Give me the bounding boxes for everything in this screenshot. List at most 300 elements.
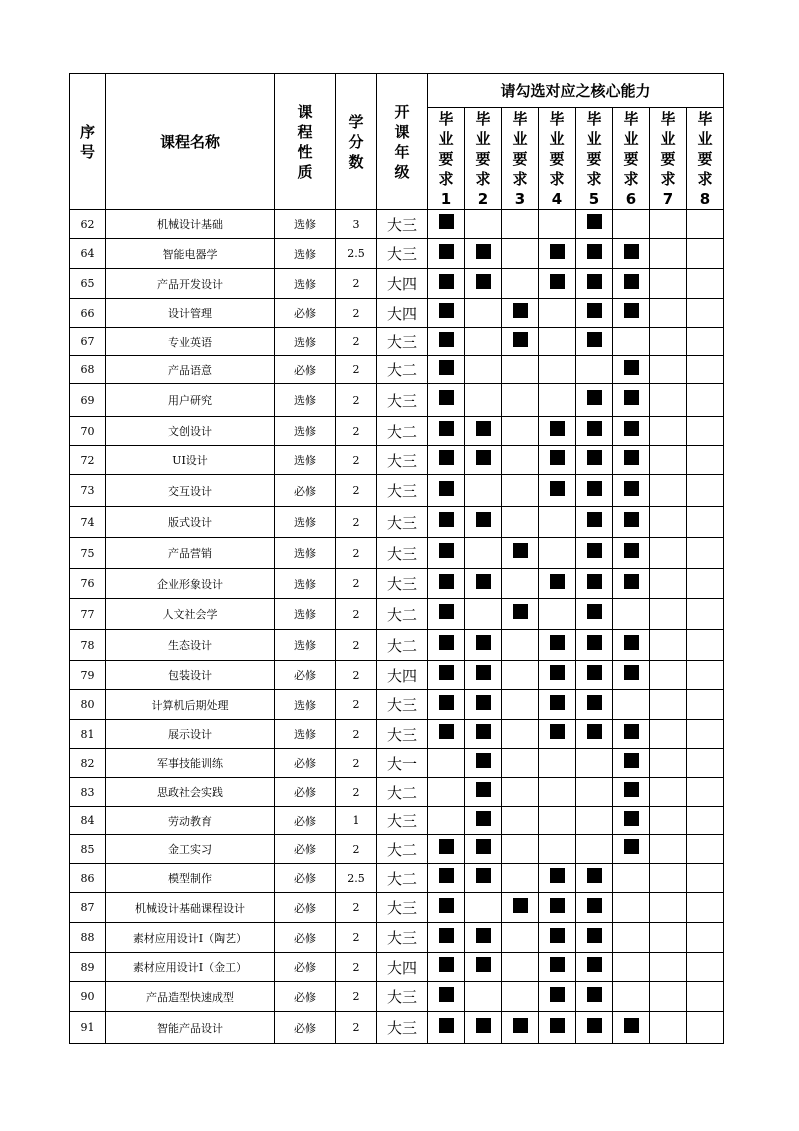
nature-cell: 必修 bbox=[275, 953, 336, 982]
requirement-1-cell bbox=[428, 661, 465, 690]
checked-square-icon bbox=[587, 635, 602, 650]
checked-square-icon bbox=[439, 695, 454, 710]
requirement-6-cell bbox=[613, 630, 650, 661]
seq-cell: 79 bbox=[70, 661, 106, 690]
header-char: 毕 bbox=[660, 109, 676, 128]
grade-cell: 大二 bbox=[377, 356, 428, 384]
credits-cell: 2 bbox=[336, 569, 377, 599]
requirement-8-cell bbox=[687, 299, 724, 328]
requirement-3-cell bbox=[502, 864, 539, 893]
table-row bbox=[70, 749, 724, 778]
checked-square-icon bbox=[587, 574, 602, 589]
checked-square-icon bbox=[624, 421, 639, 436]
nature-cell: 选修 bbox=[275, 210, 336, 239]
requirement-2-cell bbox=[465, 328, 502, 356]
requirement-5-cell bbox=[576, 864, 613, 893]
checked-square-icon bbox=[550, 868, 565, 883]
checked-square-icon bbox=[550, 987, 565, 1002]
requirement-6-cell bbox=[613, 953, 650, 982]
requirement-5-cell bbox=[576, 475, 613, 507]
requirement-4-cell bbox=[539, 720, 576, 749]
requirement-7-cell bbox=[650, 210, 687, 239]
requirement-7-cell bbox=[650, 299, 687, 328]
header-requirement-label bbox=[687, 109, 723, 209]
table-row bbox=[70, 417, 724, 446]
seq-cell: 70 bbox=[70, 417, 106, 446]
checked-square-icon bbox=[587, 543, 602, 558]
header-requirement-1 bbox=[428, 108, 465, 210]
checked-square-icon bbox=[587, 214, 602, 229]
header-requirement-5 bbox=[576, 108, 613, 210]
grade-cell: 大二 bbox=[377, 864, 428, 893]
requirement-7-cell bbox=[650, 864, 687, 893]
checked-square-icon bbox=[624, 543, 639, 558]
course-name-cell: 智能电器学 bbox=[106, 239, 275, 269]
checked-square-icon bbox=[587, 332, 602, 347]
requirement-3-cell bbox=[502, 720, 539, 749]
requirement-8-cell bbox=[687, 749, 724, 778]
checked-square-icon bbox=[476, 782, 491, 797]
requirement-3-cell bbox=[502, 982, 539, 1012]
checked-square-icon bbox=[513, 543, 528, 558]
requirement-1-cell bbox=[428, 749, 465, 778]
requirement-8-cell bbox=[687, 690, 724, 720]
requirement-3-cell bbox=[502, 1012, 539, 1044]
requirement-6-cell bbox=[613, 475, 650, 507]
course-name-cell: 产品营销 bbox=[106, 538, 275, 569]
requirement-5-cell bbox=[576, 210, 613, 239]
header-course-name: 课程名称 bbox=[106, 74, 275, 210]
checked-square-icon bbox=[624, 360, 639, 375]
requirement-5-cell bbox=[576, 661, 613, 690]
credits-cell: 2 bbox=[336, 749, 377, 778]
requirement-3-cell bbox=[502, 269, 539, 299]
checked-square-icon bbox=[624, 274, 639, 289]
requirement-4-cell bbox=[539, 690, 576, 720]
credits-cell: 2.5 bbox=[336, 864, 377, 893]
seq-cell: 87 bbox=[70, 893, 106, 923]
checked-square-icon bbox=[587, 274, 602, 289]
table-row bbox=[70, 982, 724, 1012]
checked-square-icon bbox=[624, 665, 639, 680]
header-char: 开 bbox=[394, 102, 410, 121]
seq-cell: 82 bbox=[70, 749, 106, 778]
checked-square-icon bbox=[587, 421, 602, 436]
requirement-2-cell bbox=[465, 1012, 502, 1044]
credits-cell: 2 bbox=[336, 475, 377, 507]
requirement-7-cell bbox=[650, 1012, 687, 1044]
header-char: 1 bbox=[440, 189, 452, 208]
grade-cell: 大三 bbox=[377, 538, 428, 569]
requirement-4-cell bbox=[539, 893, 576, 923]
header-char: 毕 bbox=[438, 109, 454, 128]
requirement-1-cell bbox=[428, 299, 465, 328]
header-char: 毕 bbox=[475, 109, 491, 128]
course-name-cell: 军事技能训练 bbox=[106, 749, 275, 778]
header-requirement-2 bbox=[465, 108, 502, 210]
checked-square-icon bbox=[439, 928, 454, 943]
course-name-cell: 机械设计基础课程设计 bbox=[106, 893, 275, 923]
requirement-6-cell bbox=[613, 982, 650, 1012]
requirement-6-cell bbox=[613, 720, 650, 749]
header-char: 号 bbox=[79, 142, 95, 161]
requirement-2-cell bbox=[465, 356, 502, 384]
requirement-1-cell bbox=[428, 720, 465, 749]
requirement-3-cell bbox=[502, 630, 539, 661]
requirement-6-cell bbox=[613, 538, 650, 569]
requirement-1-cell bbox=[428, 630, 465, 661]
checked-square-icon bbox=[439, 665, 454, 680]
requirement-7-cell bbox=[650, 507, 687, 538]
requirement-6-cell bbox=[613, 1012, 650, 1044]
requirement-2-cell bbox=[465, 982, 502, 1012]
header-char: 要 bbox=[512, 149, 528, 168]
grade-cell: 大三 bbox=[377, 690, 428, 720]
requirement-8-cell bbox=[687, 328, 724, 356]
seq-cell: 68 bbox=[70, 356, 106, 384]
checked-square-icon bbox=[513, 898, 528, 913]
header-char: 要 bbox=[438, 149, 454, 168]
requirement-4-cell bbox=[539, 538, 576, 569]
requirement-1-cell bbox=[428, 384, 465, 417]
credits-cell: 2 bbox=[336, 328, 377, 356]
requirement-3-cell bbox=[502, 507, 539, 538]
requirement-8-cell bbox=[687, 569, 724, 599]
checked-square-icon bbox=[439, 543, 454, 558]
requirement-3-cell bbox=[502, 446, 539, 475]
requirement-4-cell bbox=[539, 864, 576, 893]
requirement-3-cell bbox=[502, 953, 539, 982]
requirement-6-cell bbox=[613, 835, 650, 864]
requirement-5-cell bbox=[576, 953, 613, 982]
header-requirement-label bbox=[576, 109, 612, 209]
nature-cell: 必修 bbox=[275, 475, 336, 507]
checked-square-icon bbox=[476, 1018, 491, 1033]
course-name-cell: 交互设计 bbox=[106, 475, 275, 507]
requirement-7-cell bbox=[650, 475, 687, 507]
checked-square-icon bbox=[476, 244, 491, 259]
header-seq bbox=[70, 74, 106, 210]
grade-cell: 大二 bbox=[377, 599, 428, 630]
requirement-5-cell bbox=[576, 446, 613, 475]
seq-cell: 66 bbox=[70, 299, 106, 328]
seq-cell: 80 bbox=[70, 690, 106, 720]
header-char: 业 bbox=[438, 129, 454, 148]
grade-cell: 大三 bbox=[377, 328, 428, 356]
requirement-3-cell bbox=[502, 299, 539, 328]
requirement-5-cell bbox=[576, 923, 613, 953]
requirement-1-cell bbox=[428, 210, 465, 239]
requirement-2-cell bbox=[465, 953, 502, 982]
requirement-2-cell bbox=[465, 807, 502, 835]
requirement-6-cell bbox=[613, 210, 650, 239]
header-char: 求 bbox=[475, 169, 491, 188]
table-header bbox=[70, 74, 724, 210]
table-row bbox=[70, 269, 724, 299]
checked-square-icon bbox=[476, 421, 491, 436]
requirement-1-cell bbox=[428, 807, 465, 835]
checked-square-icon bbox=[439, 244, 454, 259]
requirement-6-cell bbox=[613, 299, 650, 328]
requirement-4-cell bbox=[539, 356, 576, 384]
credits-cell: 2 bbox=[336, 953, 377, 982]
requirement-5-cell bbox=[576, 1012, 613, 1044]
requirement-1-cell bbox=[428, 690, 465, 720]
requirement-8-cell bbox=[687, 630, 724, 661]
table-row bbox=[70, 864, 724, 893]
table-row bbox=[70, 630, 724, 661]
requirement-6-cell bbox=[613, 864, 650, 893]
requirement-8-cell bbox=[687, 239, 724, 269]
requirement-1-cell bbox=[428, 475, 465, 507]
table-row bbox=[70, 210, 724, 239]
checked-square-icon bbox=[476, 512, 491, 527]
seq-cell: 75 bbox=[70, 538, 106, 569]
seq-cell: 91 bbox=[70, 1012, 106, 1044]
header-char: 2 bbox=[477, 189, 489, 208]
header-grade bbox=[377, 74, 428, 210]
requirement-8-cell bbox=[687, 1012, 724, 1044]
credits-cell: 2 bbox=[336, 446, 377, 475]
requirement-4-cell bbox=[539, 569, 576, 599]
table-row bbox=[70, 384, 724, 417]
header-char: 要 bbox=[660, 149, 676, 168]
requirement-4-cell bbox=[539, 923, 576, 953]
checked-square-icon bbox=[624, 512, 639, 527]
checked-square-icon bbox=[513, 604, 528, 619]
header-char: 求 bbox=[512, 169, 528, 188]
requirement-5-cell bbox=[576, 599, 613, 630]
seq-cell: 78 bbox=[70, 630, 106, 661]
header-char: 业 bbox=[549, 129, 565, 148]
seq-cell: 89 bbox=[70, 953, 106, 982]
requirement-6-cell bbox=[613, 923, 650, 953]
requirement-4-cell bbox=[539, 328, 576, 356]
requirement-5-cell bbox=[576, 720, 613, 749]
checked-square-icon bbox=[587, 898, 602, 913]
checked-square-icon bbox=[624, 782, 639, 797]
checked-square-icon bbox=[439, 303, 454, 318]
table-row bbox=[70, 538, 724, 569]
checked-square-icon bbox=[587, 928, 602, 943]
header-requirement-7 bbox=[650, 108, 687, 210]
requirement-3-cell bbox=[502, 384, 539, 417]
table-row bbox=[70, 356, 724, 384]
nature-cell: 选修 bbox=[275, 599, 336, 630]
header-char: 毕 bbox=[586, 109, 602, 128]
checked-square-icon bbox=[439, 214, 454, 229]
credits-cell: 2 bbox=[336, 599, 377, 630]
nature-cell: 必修 bbox=[275, 1012, 336, 1044]
requirement-2-cell bbox=[465, 269, 502, 299]
requirement-7-cell bbox=[650, 953, 687, 982]
grade-cell: 大四 bbox=[377, 953, 428, 982]
header-char: 要 bbox=[586, 149, 602, 168]
checked-square-icon bbox=[476, 811, 491, 826]
grade-cell: 大三 bbox=[377, 446, 428, 475]
checked-square-icon bbox=[550, 635, 565, 650]
seq-cell: 74 bbox=[70, 507, 106, 538]
checked-square-icon bbox=[550, 724, 565, 739]
grade-cell: 大三 bbox=[377, 569, 428, 599]
header-char: 求 bbox=[549, 169, 565, 188]
checked-square-icon bbox=[439, 604, 454, 619]
header-char: 学 bbox=[348, 112, 364, 131]
requirement-5-cell bbox=[576, 749, 613, 778]
seq-cell: 88 bbox=[70, 923, 106, 953]
requirement-4-cell bbox=[539, 661, 576, 690]
checked-square-icon bbox=[439, 574, 454, 589]
requirement-5-cell bbox=[576, 328, 613, 356]
header-credits bbox=[336, 74, 377, 210]
checked-square-icon bbox=[439, 868, 454, 883]
credits-cell: 2 bbox=[336, 1012, 377, 1044]
requirement-8-cell bbox=[687, 538, 724, 569]
requirement-2-cell bbox=[465, 538, 502, 569]
checked-square-icon bbox=[550, 574, 565, 589]
requirement-2-cell bbox=[465, 446, 502, 475]
requirement-3-cell bbox=[502, 778, 539, 807]
seq-cell: 90 bbox=[70, 982, 106, 1012]
requirement-5-cell bbox=[576, 384, 613, 417]
nature-cell: 选修 bbox=[275, 507, 336, 538]
grade-cell: 大二 bbox=[377, 417, 428, 446]
requirement-6-cell bbox=[613, 384, 650, 417]
table-row bbox=[70, 690, 724, 720]
requirement-1-cell bbox=[428, 778, 465, 807]
requirement-8-cell bbox=[687, 384, 724, 417]
checked-square-icon bbox=[587, 481, 602, 496]
checked-square-icon bbox=[439, 1018, 454, 1033]
checked-square-icon bbox=[624, 753, 639, 768]
header-char: 求 bbox=[623, 169, 639, 188]
table-body bbox=[70, 210, 724, 1044]
requirement-2-cell bbox=[465, 630, 502, 661]
requirement-1-cell bbox=[428, 507, 465, 538]
requirement-2-cell bbox=[465, 210, 502, 239]
requirement-6-cell bbox=[613, 239, 650, 269]
requirement-2-cell bbox=[465, 569, 502, 599]
requirement-3-cell bbox=[502, 893, 539, 923]
requirement-7-cell bbox=[650, 982, 687, 1012]
seq-cell: 73 bbox=[70, 475, 106, 507]
course-name-cell: 文创设计 bbox=[106, 417, 275, 446]
nature-cell: 选修 bbox=[275, 328, 336, 356]
checked-square-icon bbox=[624, 390, 639, 405]
checked-square-icon bbox=[476, 839, 491, 854]
checked-square-icon bbox=[550, 274, 565, 289]
requirement-7-cell bbox=[650, 661, 687, 690]
checked-square-icon bbox=[624, 303, 639, 318]
header-char: 要 bbox=[549, 149, 565, 168]
nature-cell: 选修 bbox=[275, 538, 336, 569]
requirement-5-cell bbox=[576, 356, 613, 384]
requirement-3-cell bbox=[502, 661, 539, 690]
checked-square-icon bbox=[439, 635, 454, 650]
nature-cell: 必修 bbox=[275, 749, 336, 778]
requirement-7-cell bbox=[650, 599, 687, 630]
requirement-7-cell bbox=[650, 835, 687, 864]
requirement-5-cell bbox=[576, 630, 613, 661]
header-char: 毕 bbox=[623, 109, 639, 128]
checked-square-icon bbox=[439, 421, 454, 436]
requirement-8-cell bbox=[687, 210, 724, 239]
nature-cell: 必修 bbox=[275, 299, 336, 328]
seq-cell: 86 bbox=[70, 864, 106, 893]
header-requirement-label bbox=[650, 109, 686, 209]
checked-square-icon bbox=[439, 724, 454, 739]
requirement-6-cell bbox=[613, 778, 650, 807]
requirement-5-cell bbox=[576, 835, 613, 864]
table-row bbox=[70, 661, 724, 690]
requirement-3-cell bbox=[502, 239, 539, 269]
grade-cell: 大三 bbox=[377, 923, 428, 953]
checked-square-icon bbox=[587, 1018, 602, 1033]
checked-square-icon bbox=[439, 957, 454, 972]
requirement-7-cell bbox=[650, 807, 687, 835]
course-name-cell: 素材应用设计Ⅰ（金工） bbox=[106, 953, 275, 982]
requirement-1-cell bbox=[428, 599, 465, 630]
checked-square-icon bbox=[624, 450, 639, 465]
requirement-7-cell bbox=[650, 356, 687, 384]
nature-cell: 选修 bbox=[275, 690, 336, 720]
nature-cell: 选修 bbox=[275, 569, 336, 599]
nature-cell: 选修 bbox=[275, 239, 336, 269]
requirement-6-cell bbox=[613, 599, 650, 630]
nature-cell: 必修 bbox=[275, 982, 336, 1012]
requirement-5-cell bbox=[576, 982, 613, 1012]
requirement-8-cell bbox=[687, 778, 724, 807]
checked-square-icon bbox=[587, 450, 602, 465]
seq-cell: 72 bbox=[70, 446, 106, 475]
table-row bbox=[70, 599, 724, 630]
requirement-8-cell bbox=[687, 417, 724, 446]
seq-cell: 65 bbox=[70, 269, 106, 299]
requirement-6-cell bbox=[613, 893, 650, 923]
header-char: 要 bbox=[697, 149, 713, 168]
checked-square-icon bbox=[476, 724, 491, 739]
checked-square-icon bbox=[439, 390, 454, 405]
requirement-2-cell bbox=[465, 864, 502, 893]
requirement-1-cell bbox=[428, 417, 465, 446]
requirement-3-cell bbox=[502, 210, 539, 239]
credits-cell: 2 bbox=[336, 630, 377, 661]
course-name-cell: 包装设计 bbox=[106, 661, 275, 690]
checked-square-icon bbox=[439, 481, 454, 496]
requirement-2-cell bbox=[465, 599, 502, 630]
requirement-2-cell bbox=[465, 661, 502, 690]
nature-cell: 选修 bbox=[275, 269, 336, 299]
seq-cell: 62 bbox=[70, 210, 106, 239]
requirement-6-cell bbox=[613, 328, 650, 356]
requirement-4-cell bbox=[539, 384, 576, 417]
requirement-3-cell bbox=[502, 835, 539, 864]
requirement-7-cell bbox=[650, 923, 687, 953]
requirement-3-cell bbox=[502, 749, 539, 778]
requirement-4-cell bbox=[539, 835, 576, 864]
nature-cell: 必修 bbox=[275, 835, 336, 864]
requirement-7-cell bbox=[650, 239, 687, 269]
course-name-cell: 生态设计 bbox=[106, 630, 275, 661]
requirement-3-cell bbox=[502, 538, 539, 569]
requirement-4-cell bbox=[539, 599, 576, 630]
requirement-6-cell bbox=[613, 507, 650, 538]
requirement-8-cell bbox=[687, 507, 724, 538]
requirement-2-cell bbox=[465, 835, 502, 864]
requirement-2-cell bbox=[465, 720, 502, 749]
seq-cell: 84 bbox=[70, 807, 106, 835]
requirement-5-cell bbox=[576, 569, 613, 599]
